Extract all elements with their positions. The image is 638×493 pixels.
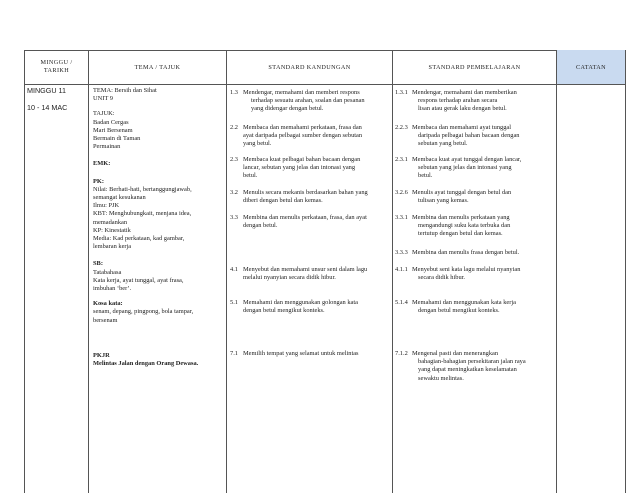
sp-item: 3.3.1 Membina dan menulis perkataan yang mengandungi suku kata terbuka dan tertutup dengan betul dan kemas. (395, 214, 511, 238)
sk-item: 4.1 Menyebut dan memahami unsur seni dalam lagu melalui nyanyian secara didik hibur. (230, 266, 368, 282)
pk-line: Ilmu: PJK (93, 202, 120, 210)
sp-item: 3.3.3 Membina dan menulis frasa dengan betul. (395, 249, 520, 256)
minggu-cell (27, 86, 67, 112)
header-tema: TEMA / TAJUK (134, 63, 181, 71)
unit-line: UNIT 9 (93, 95, 113, 103)
sp-item: 5.1.4 Memahami dan menggunakan kata kerja dengan betul mengikut konteks. (395, 299, 516, 315)
sk-item: 3.3 Membina dan menulis perkataan, frasa, dan ayat dengan betul. (230, 214, 367, 230)
tema-cell (93, 87, 223, 325)
pkjr-cell (93, 352, 225, 368)
sk-item: 7.1 Memilih tempat yang selamat untuk melintas (230, 350, 359, 357)
sb-line: imbuhan ‘ber’. (93, 285, 132, 293)
sp-item: 1.3.1 Mendengar, memahami dan memberikan respons terhadap arahan secara lisan atau gerak laku dengan betul. (395, 89, 517, 113)
col-border (625, 50, 626, 493)
col-border (24, 50, 25, 493)
tema-line: TEMA: Bersih dan Sihat (93, 87, 157, 94)
col-border (226, 50, 227, 493)
pk-line: semangat kesukanan (93, 194, 146, 202)
kosa-kata-label: Kosa kata: (93, 300, 123, 308)
pk-line: Nilai: Berhati-hati, bertanggungjawab, (93, 185, 192, 193)
sk-item: 3.2 Menulis secara mekanis berdasarkan bahan yang diberi dengan betul dan kemas. (230, 189, 368, 205)
tajuk-line: Badan Cergas (93, 118, 129, 126)
sp-item: 2.2.3 Membaca dan memahami ayat tunggal daripada pelbagai bahan bacaan dengan sebutan yang betul. (395, 124, 520, 148)
catatan-cell (558, 86, 624, 486)
header-standard-kandungan: STANDARD KANDUNGAN (268, 63, 351, 71)
pk-line: KP: Kinestatik (93, 226, 131, 234)
pk-line: Media: Kad perkataan, kad gambar, (93, 235, 185, 243)
pk-line: lembaran kerja (93, 243, 132, 251)
tajuk-line: Mari Bersenam (93, 126, 133, 134)
sp-item: 7.1.2 Mengenal pasti dan menerangkan bahagian-bahagian persekitaran jalan raya yang dapat meningkatkan keselamatan sewaktu melintas. (395, 350, 526, 382)
pk-line: memadankan (93, 218, 128, 226)
pkjr-label: PKJR (93, 352, 110, 359)
pkjr-text: Melintas Jalan dengan Orang Dewasa. (93, 360, 199, 368)
col-border (392, 50, 393, 493)
header-minggu: MINGGU / TARIKH (40, 59, 73, 74)
week-label: MINGGU 11 (27, 86, 67, 95)
date-label: 10 - 14 MAC (27, 103, 68, 112)
sp-item: 2.3.1 Membaca kuat ayat tunggal dengan lancar, sebutan yang jelas dan intonasi yang betul. (395, 156, 522, 180)
col-border (88, 50, 89, 493)
sb-line: Kata kerja, ayat tunggal, ayat frasa, (93, 276, 184, 284)
col-border (556, 50, 557, 493)
tajuk-label: TAJUK: (93, 110, 115, 118)
tajuk-line: Bermain di Taman (93, 135, 141, 143)
kosa-kata-line: bersenam (93, 316, 118, 324)
emk-label: EMK: (93, 160, 111, 168)
sk-item: 2.2 Membaca dan memahami perkataan, frasa dan ayat daripada pelbagai sumber dengan sebutan yang betul. (230, 124, 363, 148)
sb-label: SB: (93, 260, 103, 268)
sk-item: 2.3 Membaca kuat pelbagai bahan bacaan dengan lancar, sebutan yang jelas dan intonasi yang betul. (230, 156, 361, 180)
sk-item: 1.3 Mendengar, memahami dan memberi respons terhadap sesuatu arahan, soalan dan pesanan yang didengar dengan betul. (230, 89, 365, 113)
sp-item: 4.1.1 Menyebut seni kata lagu melalui nyanyian secara didik hibur. (395, 266, 521, 282)
header-standard-pembelajaran: STANDARD PEMBELAJARAN (428, 63, 521, 71)
tajuk-line: Permainan (93, 143, 121, 151)
sk-item: 5.1 Memahami dan menggunakan golongan kata dengan betul mengikut konteks. (230, 299, 358, 315)
sp-item: 3.2.6 Menulis ayat tunggal dengan betul dan tulisan yang kemas. (395, 189, 512, 205)
header-catatan: CATATAN (557, 50, 625, 84)
sb-line: Tatabahasa (93, 268, 122, 276)
kosa-kata-line: senam, depang, pingpong, bola tampar, (93, 308, 194, 316)
header-bottom-border (24, 84, 625, 85)
pk-label: PK: (93, 177, 105, 185)
pk-line: KBT: Menghubungkait, menjana idea, (93, 210, 192, 218)
